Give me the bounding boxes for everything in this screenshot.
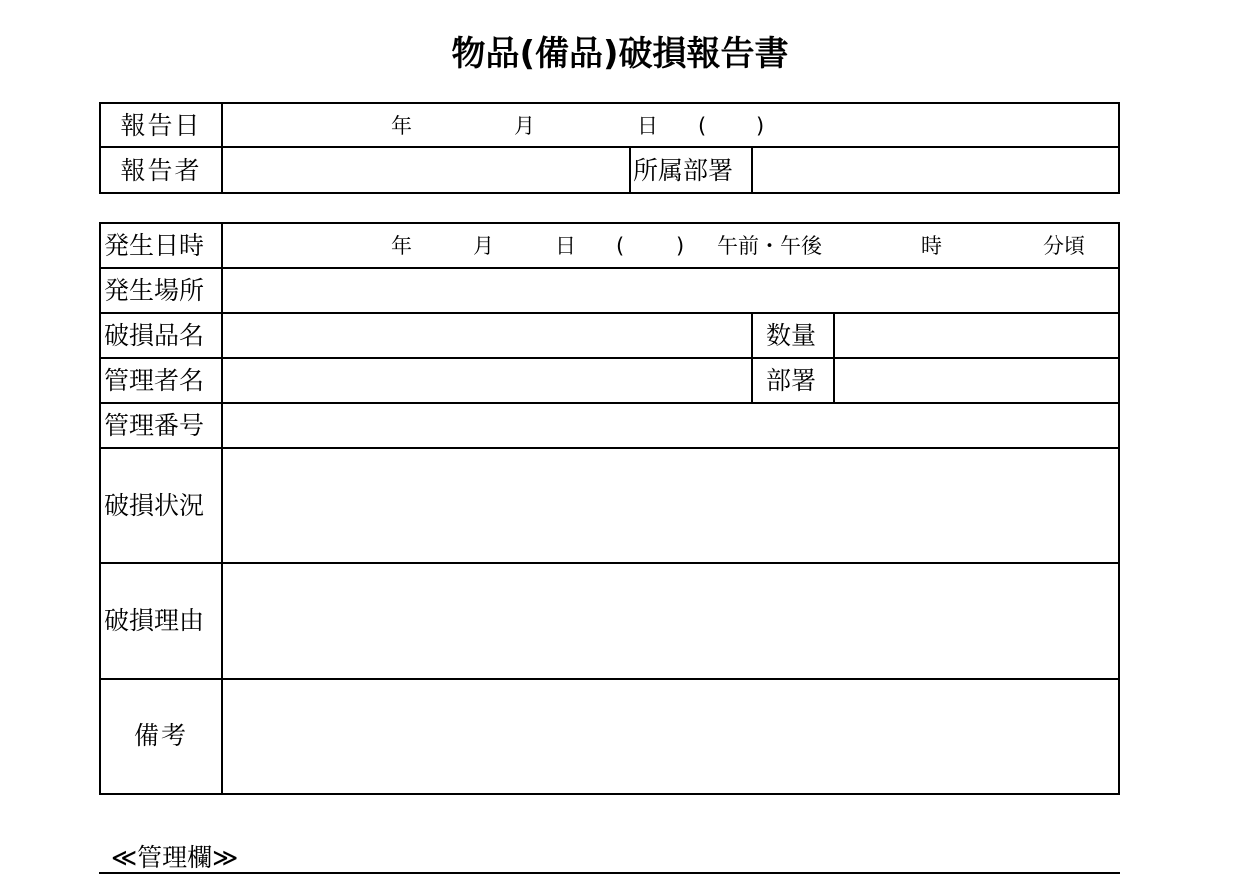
report-row-divider: [99, 146, 1120, 148]
manager-department-label: 部署: [766, 366, 817, 395]
quantity-label: 数量: [766, 321, 817, 350]
manager-name-label: 管理者名: [104, 366, 205, 395]
report-table: [99, 102, 1120, 194]
occurred-hour-unit: 時: [921, 234, 942, 258]
occurred-day-unit: 日: [555, 234, 576, 258]
occurred-place-label: 発生場所: [104, 276, 205, 305]
reporter-label: 報告者: [120, 156, 202, 185]
report-month-unit: 月: [514, 114, 535, 138]
occurred-year-unit: 年: [391, 234, 412, 258]
admin-table-top-border: [99, 872, 1120, 874]
occurred-weekday-open: (: [616, 234, 625, 258]
details-table: [99, 222, 1120, 795]
report-label-divider: [221, 102, 223, 194]
report-year-unit: 年: [391, 114, 412, 138]
occurred-month-unit: 月: [473, 234, 494, 258]
occurred-weekday-close: ): [676, 234, 685, 258]
notes-label: 備考: [133, 721, 188, 750]
damage-reason-label: 破損理由: [104, 606, 205, 635]
row-divider: [99, 312, 1120, 314]
management-number-label: 管理番号: [104, 411, 205, 440]
row-divider: [99, 357, 1120, 359]
report-day-unit: 日: [637, 114, 658, 138]
dept-label-left-divider: [629, 146, 631, 194]
report-weekday-open: (: [698, 114, 707, 138]
qty-label-right-divider: [833, 312, 835, 402]
damage-status-label: 破損状況: [104, 491, 205, 520]
details-label-divider: [221, 222, 223, 795]
occurred-minute-unit: 分頃: [1043, 234, 1085, 258]
report-date-label: 報告日: [120, 111, 202, 140]
report-weekday-close: ): [756, 114, 765, 138]
row-divider: [99, 562, 1120, 564]
row-divider: [99, 678, 1120, 680]
department-label: 所属部署: [633, 156, 734, 185]
row-divider: [99, 402, 1120, 404]
damaged-item-label: 破損品名: [104, 321, 205, 350]
occurred-ampm: 午前・午後: [717, 234, 822, 258]
page-title: 物品(備品)破損報告書: [451, 34, 789, 74]
qty-label-left-divider: [751, 312, 753, 402]
dept-label-right-divider: [751, 146, 753, 194]
admin-section-label: ≪管理欄≫: [111, 843, 239, 872]
row-divider: [99, 447, 1120, 449]
row-divider: [99, 267, 1120, 269]
occurred-datetime-label: 発生日時: [104, 231, 205, 260]
